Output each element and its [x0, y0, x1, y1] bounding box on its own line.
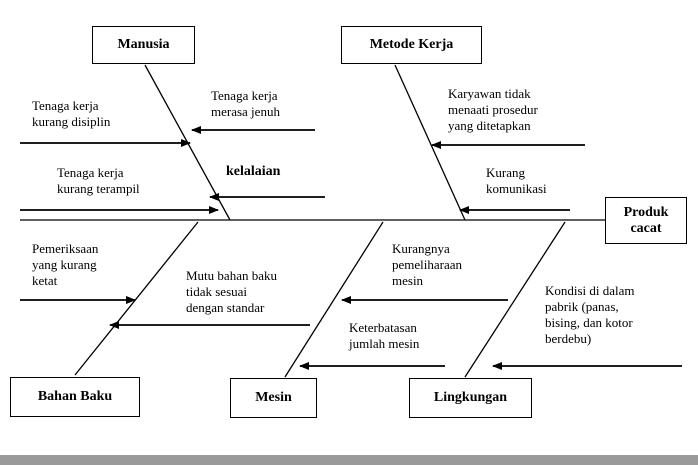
cause-menaati-prosedur: Karyawan tidak menaati prosedur yang ditetapkan [448, 86, 538, 133]
cause-merasa-jenuh: Tenaga kerja merasa jenuh [211, 88, 280, 119]
category-bahan-baku-label: Bahan Baku [37, 389, 113, 404]
category-lingkungan [409, 378, 532, 418]
cause-kurang-terampil: Tenaga kerja kurang terampil [57, 165, 140, 196]
category-mesin [230, 378, 317, 418]
category-bahan-baku [10, 377, 140, 417]
category-manusia-label: Manusia [117, 37, 170, 52]
cause-pemeriksaan: Pemeriksaan yang kurang ketat [32, 241, 99, 288]
effect-line2: cacat [630, 220, 662, 236]
category-manusia [92, 26, 195, 64]
effect-line1: Produk [623, 204, 669, 220]
category-metode-kerja-label: Metode Kerja [369, 37, 454, 52]
cause-jumlah-mesin: Keterbatasan jumlah mesin [349, 320, 420, 351]
category-lingkungan-label: Lingkungan [433, 390, 508, 405]
cause-kurang-disiplin: Tenaga kerja kurang disiplin [32, 98, 111, 129]
cause-kurang-komunikasi: Kurang komunikasi [486, 165, 547, 196]
cause-kondisi-pabrik: Kondisi di dalam pabrik (panas, bising, dan kotor berdebu) [545, 283, 635, 346]
cause-kelalaian: kelalaian [226, 164, 281, 179]
effect-box [605, 197, 687, 244]
bottom-border-strip [0, 455, 698, 465]
cause-mutu-bahan: Mutu bahan baku tidak sesuai dengan standar [186, 268, 277, 315]
category-mesin-label: Mesin [255, 390, 292, 405]
cause-pemeliharaan: Kurangnya pemeliharaan mesin [392, 241, 463, 288]
category-metode-kerja [341, 26, 482, 64]
